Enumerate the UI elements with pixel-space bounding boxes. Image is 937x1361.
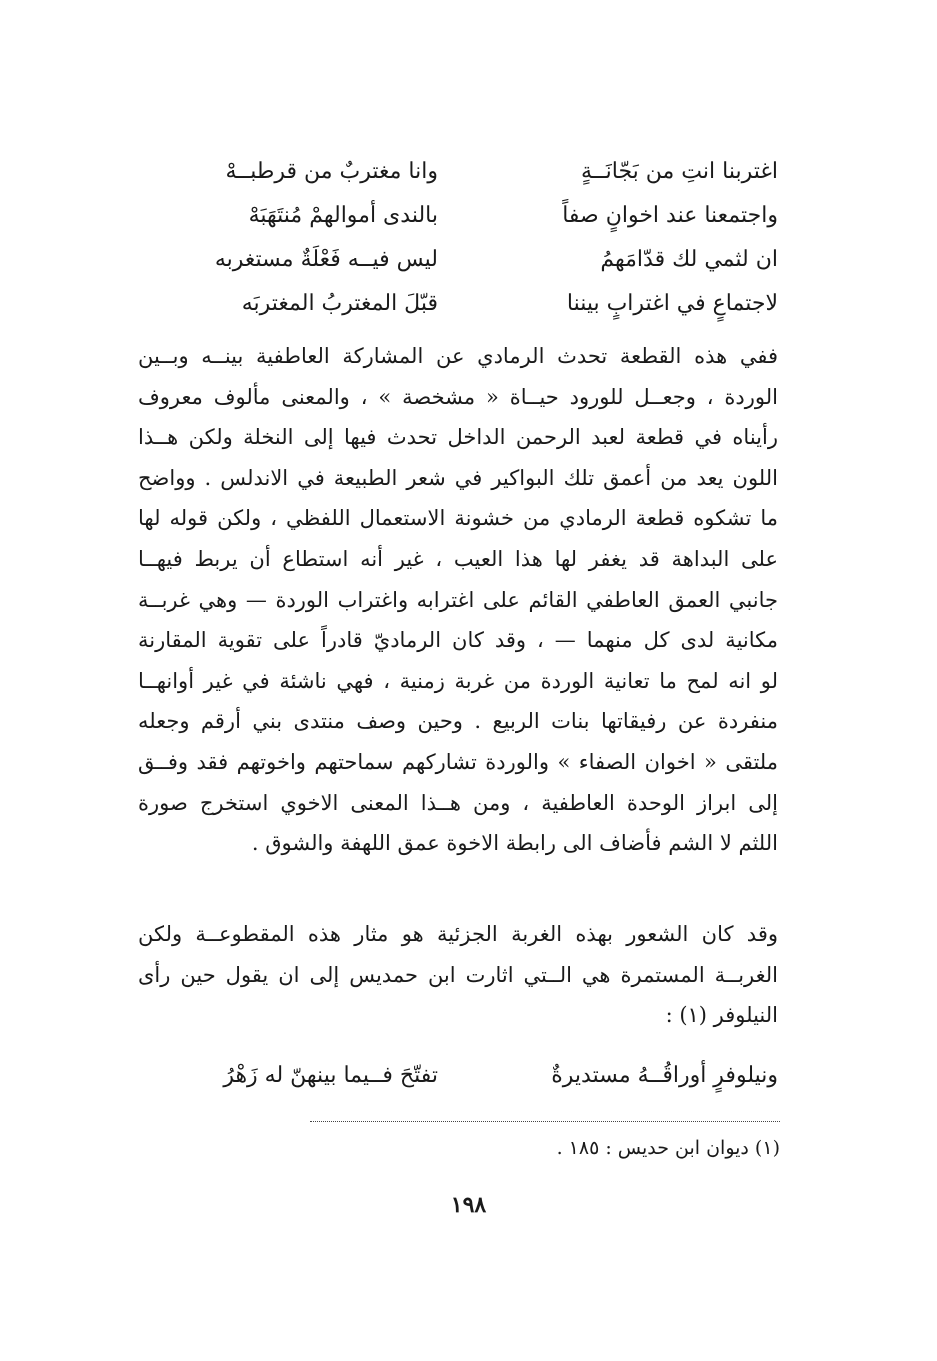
- text-line: الغربــة المستمرة هي الــتي اثارت ابن حمديس إلى ان يقول حين رأى: [138, 962, 778, 987]
- footnote: (١) ديوان ابن حديس : ١٨٥ .: [556, 1137, 780, 1159]
- text-line: على البداهة قد يغفر لها هذا العيب ، غير أنه استطاع أن يربط فيهــا: [138, 546, 778, 571]
- verse-first-hemistich: ان لثمي لك قدّامَهمُ: [600, 247, 778, 272]
- verse-first-hemistich: ونيلوفرٍ أوراقُــهُ مستديرةٌ: [551, 1063, 778, 1088]
- text-line: ففي هذه القطعة تحدث الرمادي عن المشاركة العاطفية بينــه وبــين: [138, 344, 778, 368]
- text-line: منفردة عن رفيقاتها بنات الربيع . وحين وصف منتدى بني أرقم وجعله: [138, 709, 778, 734]
- text-line: النيلوفر (١) :: [665, 1003, 778, 1028]
- text-line: رأيناه في قطعة لعبد الرحمن الداخل تحدث فيها إلى النخلة ولكن هــذا: [138, 425, 778, 450]
- page-number: ١٩٨: [450, 1192, 487, 1218]
- paragraph-1: [138, 336, 778, 864]
- text-line: وقد كان الشعور بهذه الغربة الجزئية هو مثار هذه المقطوعــة ولكن: [138, 922, 778, 946]
- verse-second-hemistich: تفتّحَ فــيما بينهنّ له زَهْرُ: [223, 1063, 438, 1088]
- verse-first-hemistich: واجتمعنا عند اخوانٍ صفاً: [562, 203, 778, 228]
- text-line: ما تشكوه قطعة الرمادي من خشونة الاستعمال اللفظي ، ولكن قوله لها: [138, 506, 778, 531]
- verse-first-hemistich: اغتربنا انتِ من بَجّانَــةٍ: [580, 159, 778, 184]
- text-line: الوردة ، وجعــل للورود حيــاة « مشخصة » ، والمعنى مألوف معروف: [138, 384, 778, 409]
- text-line: لو انه لمح ما تعانية الوردة من غربة زمنية ، فهي ناشئة في غير أوانهــا: [138, 668, 778, 693]
- verse-second-hemistich: ليس فيــه فَعْلَةٌ مستغربه: [214, 247, 438, 272]
- text-line: اللون يعد من أعمق تلك البواكير في شعر الطبيعة في الاندلس . وواضح: [138, 465, 778, 490]
- text-line: اللثم لا الشم فأضاف الى رابطة الاخوة عمق اللهفة والشوق .: [251, 831, 778, 856]
- poem-verse: [138, 238, 778, 282]
- verse-first-hemistich: لاجتماعٍ في اغترابٍ بيننا: [566, 291, 778, 316]
- text-line: جانبي العمق العاطفي القائم على اغترابه واغتراب الوردة — وهي غربــة: [138, 587, 778, 612]
- verse-second-hemistich: وانا مغتربٌ من قرطبــهْ: [225, 159, 438, 184]
- verse-second-hemistich: قبّلَ المغتربُ المغتربَه: [241, 291, 438, 316]
- poem-verse: [138, 1054, 778, 1098]
- text-line: ملتقى « اخوان الصفاء » والوردة تشاركهم سماحتهم واخوتهم فقد وفــق: [138, 749, 778, 774]
- poem-verse: [138, 194, 778, 238]
- poem-verse: [138, 150, 778, 194]
- paragraph-2: [138, 914, 778, 1036]
- poem-verse: [138, 282, 778, 326]
- verse-second-hemistich: بالندى أموالهمْ مُنتَهَبَهْ: [248, 203, 438, 228]
- footnote-divider: [310, 1121, 780, 1122]
- text-line: مكانية لدى كل منهما — ، وقد كان الرماديّ قادراً على تقوية المقارنة: [138, 628, 778, 653]
- text-line: إلى ابراز الوحدة العاطفية ، ومن هــذا المعنى الاخوي استخرج صورة: [138, 790, 778, 815]
